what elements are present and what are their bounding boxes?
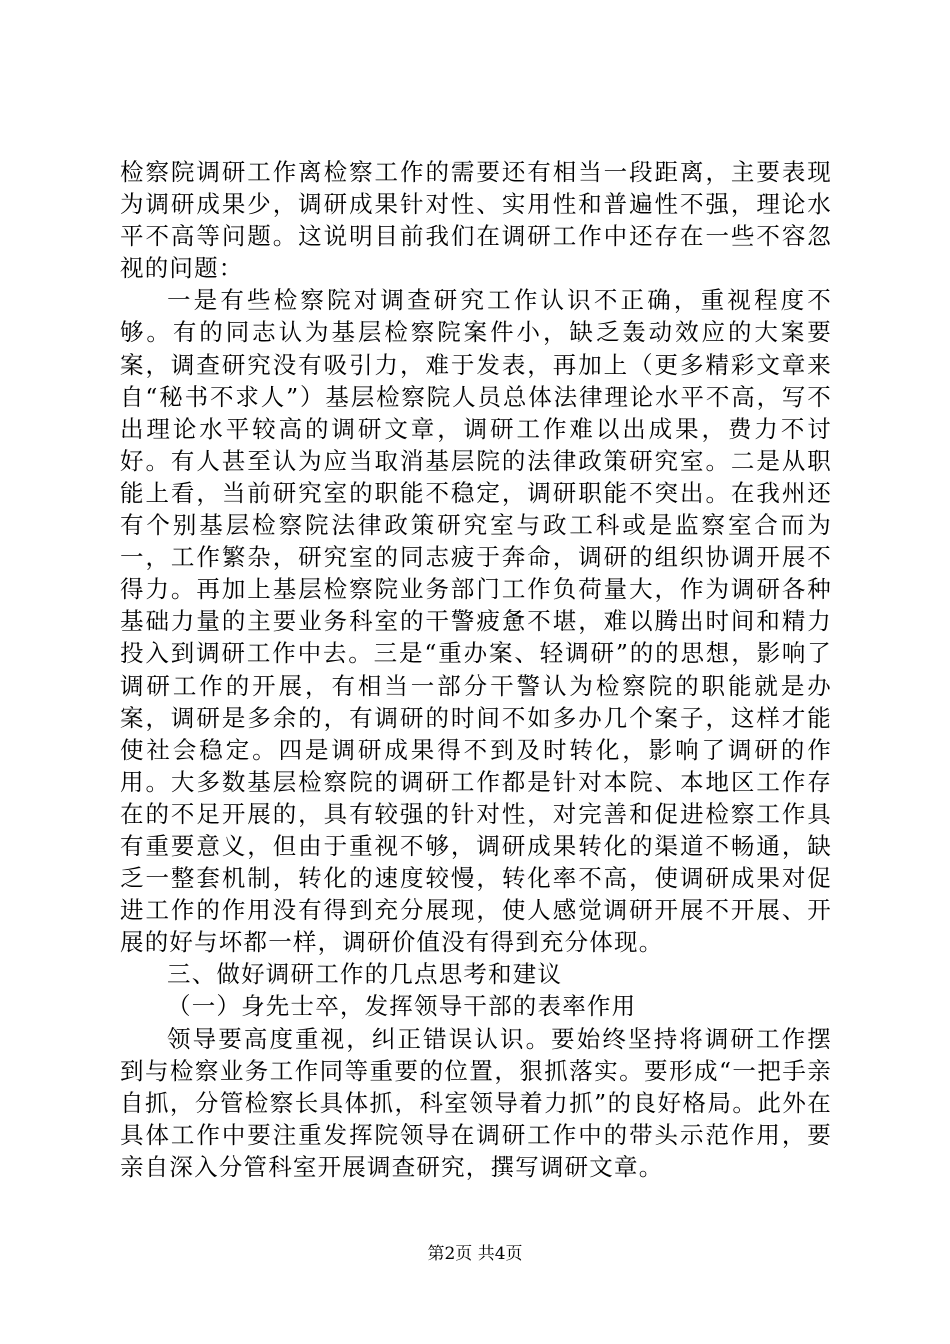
subsection-heading: （一）身先士卒，发挥领导干部的表率作用: [167, 992, 637, 1021]
section-heading: 三、做好调研工作的几点思考和建议: [167, 960, 563, 989]
paragraph-problems: 一是有些检察院对调查研究工作认识不正确，重视程度不够。有的同志认为基层检察院案件小，缺乏轰动效应的大案要案，调查研究没有吸引力，难于发表，再加上（更多精彩文章来自“秘书不求人”）基层检察院人员总体法律理论水平不高，写不出理论水平较高的调研文章，调研工作难以出成果，费力不讨好。有人甚至认为应当取消基层院的法律政策研究室。二是从职能上看，当前研究室的职能不稳定，调研职能不突出。在我州还有个别基层检察院法律政策研究室与政工科或是监察室合而为一，工作繁杂，研究室的同志疲于奔命，调研的组织协调开展不得力。再加上基层检察院业务部门工作负荷量大，作为调研各种基础力量的主要业务科室的干警疲惫不堪，难以腾出时间和精力投入到调研工作中去。三是“重办案、轻调研”的的思想，影响了调研工作的开展，有相当一部分干警认为检察院的职能就是办案，调研是多余的，有调研的时间不如多办几个案子，这样才能使社会稳定。四是调研成果得不到及时转化，影响了调研的作用。大多数基层检察院的调研工作都是针对本院、本地区工作存在的不足开展的，具有较强的针对性，对完善和促进检察工作具有重要意义，但由于重视不够，调研成果转化的渠道不畅通，缺乏一整套机制，转化的速度较慢，转化率不高，使调研成果对促进工作的作用没有得到充分展现，使人感觉调研开展不开展、开展的好与坏都一样，调研价值没有得到充分体现。: [120, 286, 832, 957]
paragraph-leadership: 领导要高度重视，纠正错误认识。要始终坚持将调研工作摆到与检察业务工作同等重要的位置，狠抓落实。要形成“一把手亲自抓，分管检察长具体抓，科室领导着力抓”的良好格局。此外在具体工作中要注重发挥院领导在调研工作中的带头示范作用，要亲自深入分管科室开展调查研究，撰写调研文章。: [120, 1024, 832, 1181]
page-number: 第2页 共4页: [427, 1244, 523, 1264]
document-body: [120, 156, 832, 1183]
paragraph-continuation: 检察院调研工作离检察工作的需要还有相当一段距离，主要表现为调研成果少，调研成果针对性、实用性和普遍性不强，理论水平不高等问题。这说明目前我们在调研工作中还存在一些不容忽视的问题：: [120, 158, 832, 283]
